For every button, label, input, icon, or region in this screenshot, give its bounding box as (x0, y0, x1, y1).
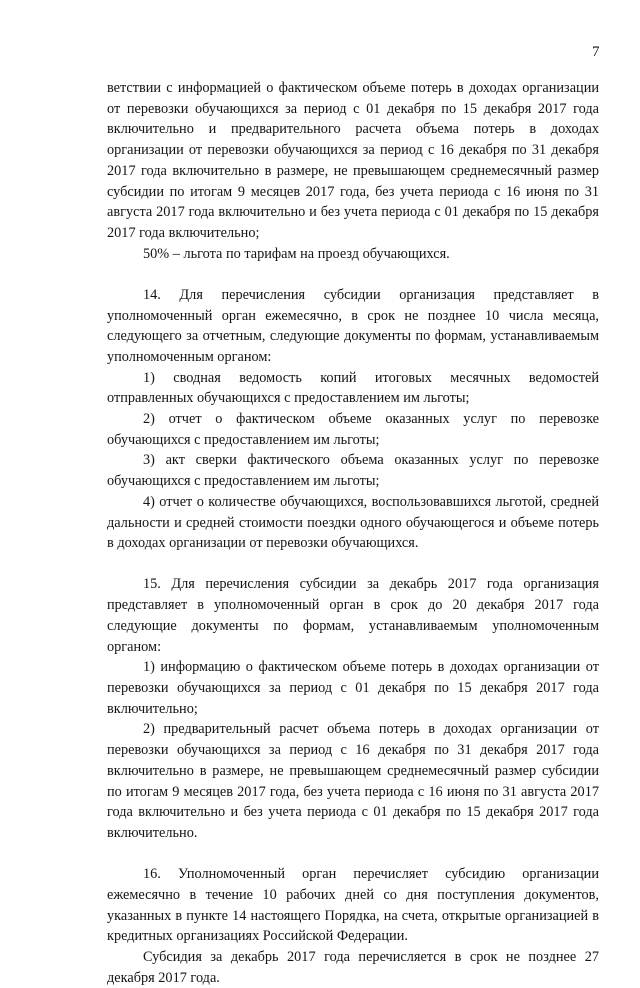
clause-15-intro: 15. Для перечисления субсидии за декабрь 2017 года организация представляет в уполномоченный орган в срок до 20 декабря 2017 года следующие документы по формам, устанавливаемым уполномоченным органом: (107, 576, 599, 655)
paragraph-continuation: ветствии с информацией о фактическом объеме потерь в доходах организации от перевозки обучающихся за период с 01 декабря по 15 декабря 2017 года включительно и предварительного расчета объема потерь в доходах организации от перевозки обучающихся за период с 16 декабря по 31 декабря 2017 года включительно в размере, не превышающем среднемесячный размер субсидии по итогам 9 месяцев 2017 года, без учета периода с 16 июня по 31 августа 2017 года включительно и без учета периода с 01 декабря по 15 декабря 2017 года включительно; (107, 80, 599, 241)
clause-16: 16. Уполномоченный орган перечисляет субсидию организации ежемесячно в течение 10 рабочих дней со дня поступления документов, указанных в пункте 14 настоящего Порядка, на счета, открытые организацией в кредитных организациях Российской Федерации. (107, 866, 599, 945)
page-number: 7 (592, 44, 600, 60)
clause-15-item-1: 1) информацию о фактическом объеме потерь в доходах организации от перевозки обучающихся за период с 01 декабря по 15 декабря 2017 года включительно; (107, 659, 599, 717)
paragraph-discount: 50% – льгота по тарифам на проезд обучающихся. (143, 245, 450, 262)
clause-14-item-4: 4) отчет о количестве обучающихся, воспользовавшихся льготой, средней дальности и средней стоимости поездки одного обучающегося и объеме потерь в доходах организации от перевозки обучающихся. (107, 493, 599, 552)
clause-14-intro: 14. Для перечисления субсидии организация представляет в уполномоченный орган ежемесячно, в срок не позднее 10 числа месяца, следующего за отчетным, следующие документы по формам, устанавливаемым уполномоченным органом: (107, 286, 599, 365)
clause-15-item-2: 2) предварительный расчет объема потерь в доходах организации от перевозки обучающихся за период с 16 декабря по 31 декабря 2017 года включительно в размере, не превышающем среднемесячный размер субсидии по итогам 9 месяцев 2017 года, без учета периода с 16 июня по 31 августа 2017 года включительно и без учета периода с 01 декабря по 15 декабря 2017 года включительно. (107, 721, 599, 841)
clause-14-item-1: 1) сводная ведомость копий итоговых месячных ведомостей отправленных обучающихся с предоставлением им льготы; (107, 369, 599, 407)
clause-16-december: Субсидия за декабрь 2017 года перечисляется в срок не позднее 27 декабря 2017 года. (107, 948, 599, 986)
document-body (107, 78, 599, 988)
clause-14-item-2: 2) отчет о фактическом объеме оказанных услуг по перевозке обучающихся с предоставлением им льготы; (107, 411, 599, 448)
clause-14-item-3: 3) акт сверки фактического объема оказанных услуг по перевозке обучающихся с предоставлением им льготы; (107, 452, 599, 490)
